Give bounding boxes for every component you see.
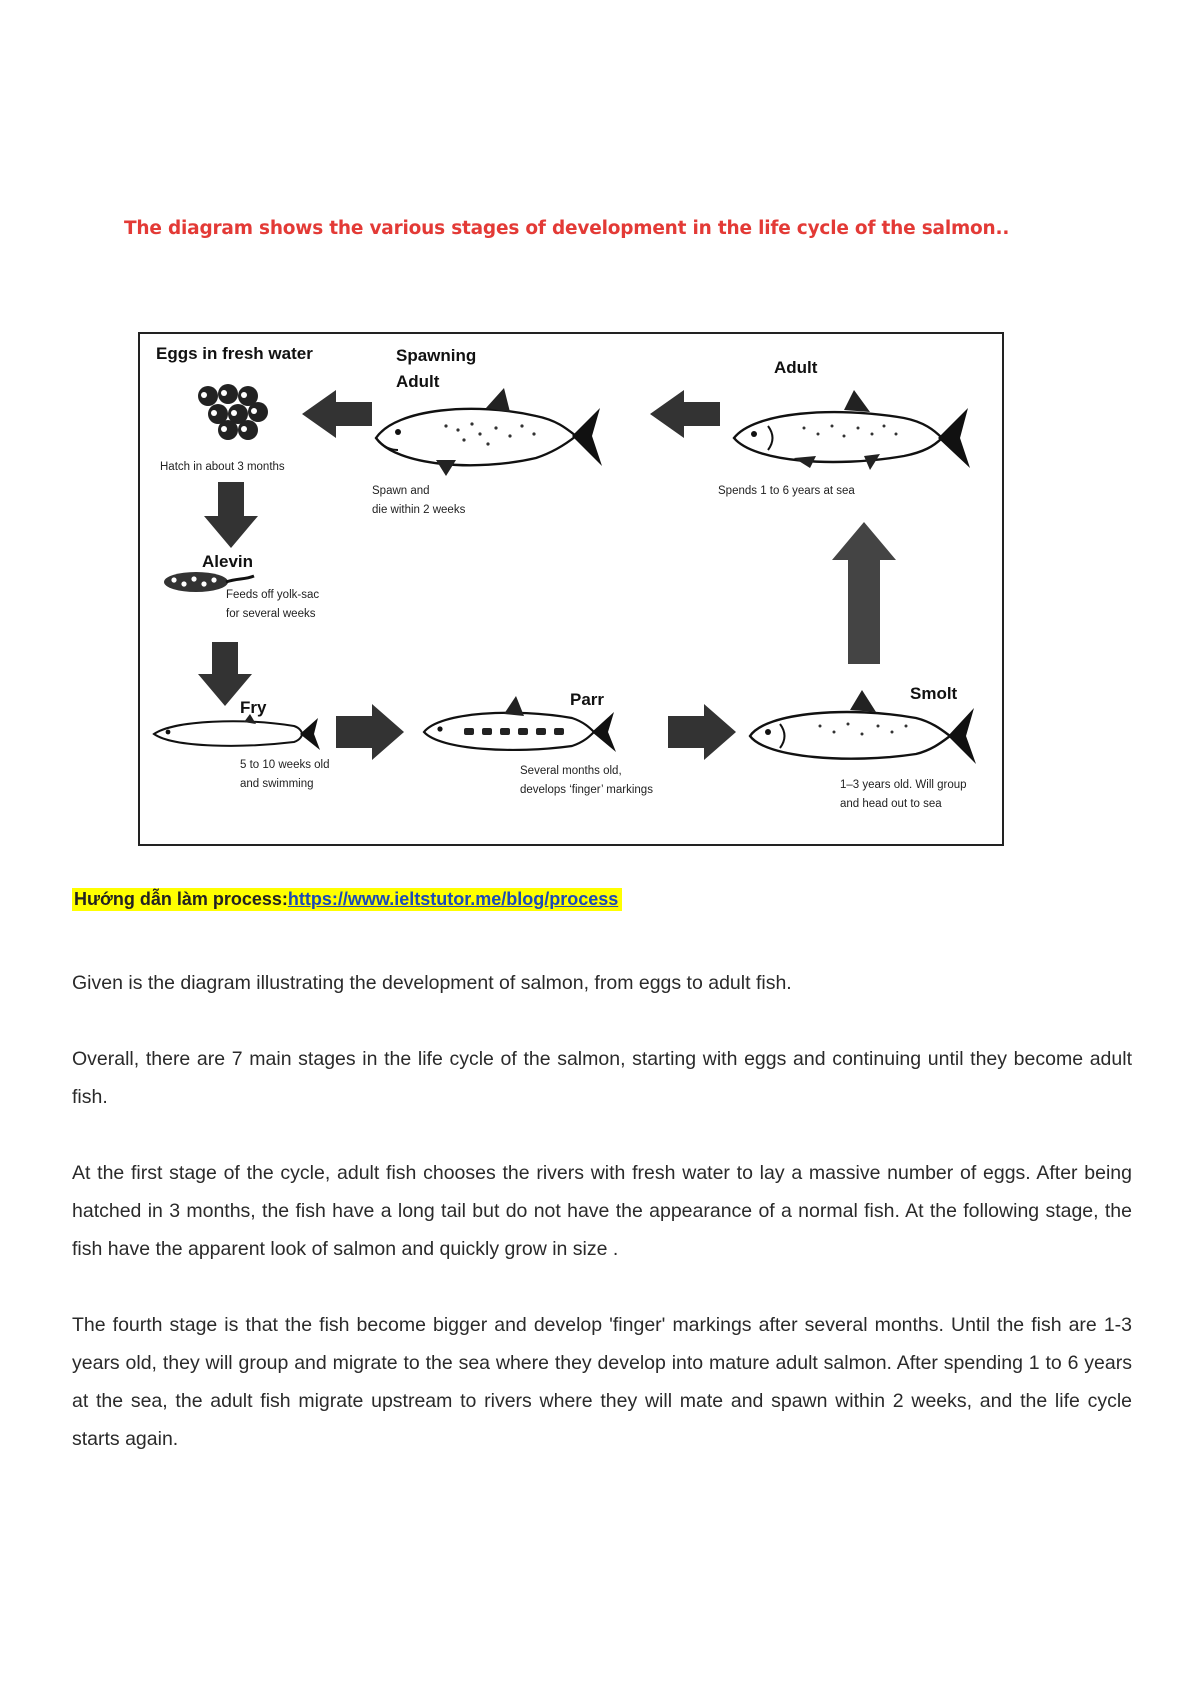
stage-eggs-label: Eggs in fresh water <box>156 344 313 363</box>
adult-fish-icon <box>734 390 970 470</box>
paragraph-body-2: The fourth stage is that the fish become bigger and develop 'finger' markings after several months. Until the fish are 1-3 years old, they will group and migrate to the sea where they develop into mature adult salmon. After spending 1 to 6 years at the sea, the adult fish migrate upstream to rivers where they will mate and spawn within 2 weeks, and the life cycle starts again. <box>72 1314 1132 1450</box>
stage-spawning-label-1: Spawning <box>396 346 477 365</box>
guide-label: Hướng dẫn làm process: <box>74 889 288 909</box>
arrow-left-icon <box>302 390 372 438</box>
guide-line <box>72 888 622 911</box>
paragraph-body-1: At the first stage of the cycle, adult fish chooses the rivers with fresh water to lay a massive number of eggs. After being hatched in 3 months, the fish have a long tail but do not have the appearance of a normal fish. At the following stage, the fish have the apparent look of salmon and quickly grow in size . <box>72 1162 1132 1260</box>
spawning-adult-fish-icon <box>376 388 602 476</box>
stage-parr-note-1: Several months old, <box>520 765 622 777</box>
stage-parr-label: Parr <box>570 690 605 709</box>
stage-fry-note-2: and swimming <box>240 778 314 790</box>
fry-fish-icon <box>154 714 320 750</box>
stage-fry-label: Fry <box>240 698 267 717</box>
stage-spawning-note-2: die within 2 weeks <box>372 504 466 516</box>
stage-alevin-note-1: Feeds off yolk-sac <box>226 589 320 601</box>
arrow-down-icon <box>198 642 252 706</box>
stage-spawning-note-1: Spawn and <box>372 485 430 497</box>
salmon-life-cycle-diagram <box>138 332 1004 846</box>
arrow-right-icon <box>336 704 404 760</box>
stage-smolt-note-2: and head out to sea <box>840 798 942 810</box>
stage-adult-label: Adult <box>774 358 818 377</box>
stage-fry-note-1: 5 to 10 weeks old <box>240 759 330 771</box>
arrow-up-icon <box>832 522 896 664</box>
stage-smolt-label: Smolt <box>910 684 958 703</box>
eggs-icon <box>198 384 268 440</box>
guide-link[interactable]: https://www.ieltstutor.me/blog/process <box>287 889 619 909</box>
arrow-left-icon <box>650 390 720 438</box>
stage-parr-note-2: develops ‘finger’ markings <box>520 784 653 796</box>
paragraph-overview: Overall, there are 7 main stages in the life cycle of the salmon, starting with eggs and continuing until they become adult fish. <box>72 1048 1132 1108</box>
stage-smolt-note-1: 1–3 years old. Will group <box>840 779 967 791</box>
arrow-down-icon <box>204 482 258 548</box>
stage-spawning-label-2: Adult <box>396 372 440 391</box>
stage-alevin-note-2: for several weeks <box>226 608 316 620</box>
page-title: The diagram shows the various stages of development in the life cycle of the salmon.. <box>124 218 1010 239</box>
stage-alevin-label: Alevin <box>202 552 254 571</box>
stage-eggs-note: Hatch in about 3 months <box>160 461 285 473</box>
stage-adult-note: Spends 1 to 6 years at sea <box>718 485 855 497</box>
arrow-right-icon <box>668 704 736 760</box>
paragraph-intro: Given is the diagram illustrating the development of salmon, from eggs to adult fish. <box>72 972 792 994</box>
